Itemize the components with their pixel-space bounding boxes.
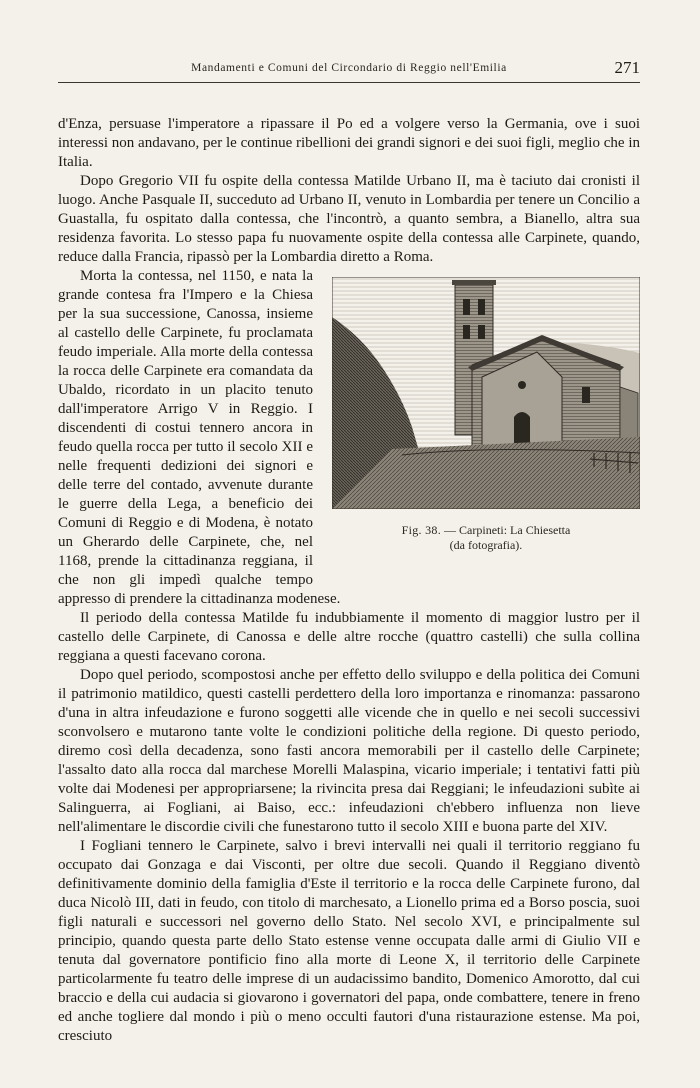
paragraph: Il periodo della contessa Matilde fu indubbiamente il momento di maggior lustro per il castello delle Carpinete, di Canossa e delle altre rocche (quattro castelli) che sulla collina reggiana a questi facevano corona. <box>58 610 640 664</box>
figure-caption-note: (da fotografia). <box>449 538 523 552</box>
figure <box>325 269 640 575</box>
caption-dash: — <box>444 523 460 537</box>
church-engraving-illustration <box>332 277 640 509</box>
paragraph: I Fogliani tennero le Carpinete, salvo i brevi intervalli nei quali il territorio reggiano fu occupato dai Gonzaga e dai Visconti, per oltre due secoli. Quando il Reggiano diventò definitivamente dominio della famiglia d'Este il territorio e la rocca delle Carpinete furono, dal duca Nicolò III, dati in feudo, con titolo di marchesato, a Lionello prima ed a Borso poscia, suoi figli naturali e successori nel governo dello Stato. Nel secolo XVI, e principalmente sul principio, quando questa parte dello Stato estense venne occupata dalle armi di Giulio VII e tenuta dal governatore pontificio fino alla morte di Leone X, il territorio delle Carpinete particolarmente fu teatro delle imprese di un audacissimo bandito, Domenico Amorotto, dal cui braccio e della cui audacia si giovarono i governatori del papa, onde combattere, tenere in freno ed anche togliere dal mondo i più o meno occulti fautori d'una ristaurazione estense. Ma poi, cresciuto <box>58 838 640 1044</box>
figure-caption-title: Carpineti: La Chiesetta <box>459 523 571 537</box>
paragraph: Morta la contessa, nel 1150, e nata la grande contesa fra l'Impero e la Chiesa per la sua successione, Canossa, insieme al castello delle Carpinete, fu proclamata feudo imperiale. Alla morte della contessa la rocca delle Carpinete era comandata da Ubaldo, ricordato in un placito tenuto dall'imperatore Arrigo V in Reggio. I discendenti di costui tennero ancora in feudo quella rocca per tutto il secolo XII e nelle frequenti dedizioni dei signori e delle terre del contado, avvenute durante le guerre della Lega, a beneficio dei Comuni di Reggio e di Modena, è notato un Gherardo delle Carpinete, che, nel 1168, prende la cittadinanza reggiana, il che non gli impedì qualche tempo appresso di prendere la cittadinanza modenese. <box>58 268 341 607</box>
figure-caption <box>325 523 640 553</box>
paragraph: d'Enza, persuase l'imperatore a ripassare il Po ed a volgere verso la Germania, ove i suoi interessi non andavano, per le continue ribellioni dei grandi signori e dei suoi figli, meglio che in Italia. <box>58 116 640 170</box>
running-head: Mandamenti e Comuni del Circondario di Reggio nell'Emilia <box>191 62 507 74</box>
paragraph-text: Dopo Gregorio VII fu ospite della contessa Matilde Urbano II, ma è taciuto dai cronisti il luogo. Anche Pasquale II, succeduto ad Urbano II, venuto in Lombardia per tenere un Concilio a Guastalla, fu ospitato dalla contessa, che l'incontrò, a quanto sembra, a Bianello, altra sua residenza favorita. Lo stesso papa fu nuovamente ospite della contessa alle Carpinete, quando, reduce dalla Francia, ripassò per la Lombardia diretto a Roma. <box>58 173 640 265</box>
body-text <box>58 115 640 1046</box>
page-header <box>58 58 640 83</box>
paragraph: Dopo quel periodo, scompostosi anche per effetto dello sviluppo e della politica dei Comuni il patrimonio matildico, questi castelli perdettero della loro importanza e rinomanza: passarono d'una in altra infeudazione e furono soggetti alle vicende che in quello e nei secoli successivi sconvolsero e mutarono tante volte le condizioni politiche della regione. Di questo periodo, diremo così della decadenza, sono fasti ancora memorabili per il castello delle Carpinete; l'assalto dato alla rocca dal marchese Morelli Malaspina, vicario imperiale; i tentativi fatti più volte dai Modenesi per appropriarsene; la rivincita presa dai Reggiani; le infeudazioni subìte ai Salinguerra, ai Fogliani, ai Baiso, ecc.: infeudazioni ch'ebbero influenza non lieve nell'alimentare le discordie civili che funestarono tutto il secolo XIII e buona parte del XIV. <box>58 667 640 835</box>
page-number: 271 <box>614 58 640 77</box>
figure-label: Fig. 38. <box>401 523 442 537</box>
paragraph <box>58 172 640 267</box>
